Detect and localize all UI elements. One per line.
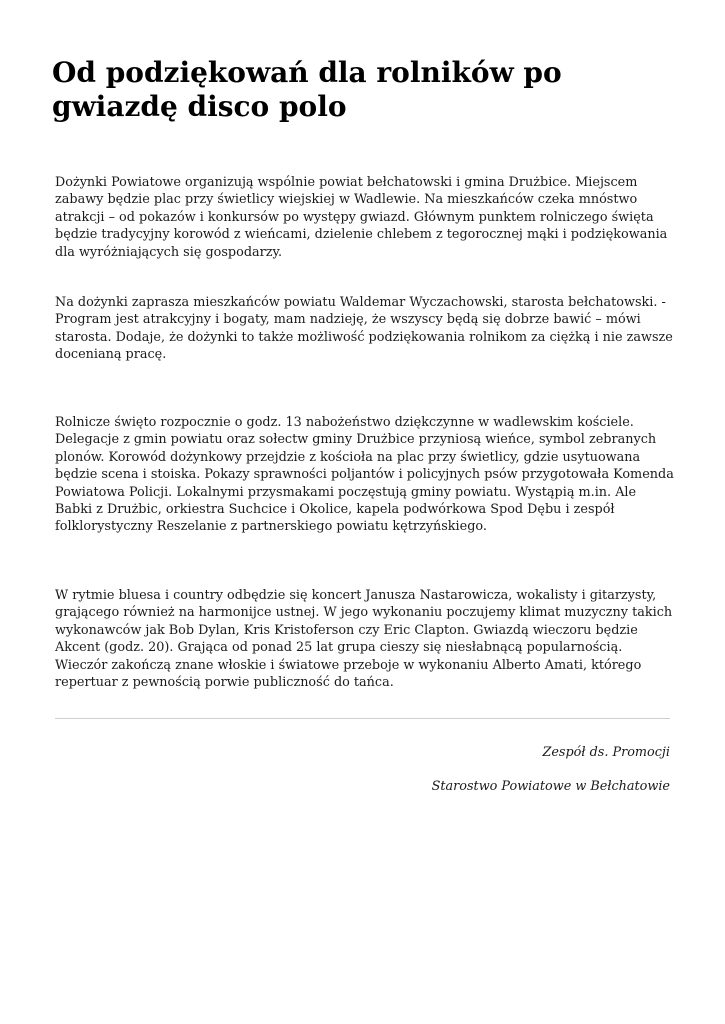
signature-team: Zespół ds. Promocji xyxy=(542,745,670,760)
signature-divider xyxy=(55,718,670,719)
signature-office: Starostwo Powiatowe w Bełchatowie xyxy=(431,779,670,794)
article-paragraph-3: Rolnicze święto rozpocznie o godz. 13 nabożeństwo dziękczynne w wadlewskim kościele. Delegacje z gmin powiatu oraz sołectw gminy Drużbice przyniosą wieńce, symbol zebranych plonów. Korowód dożynkowy przejdzie z kościoła na plac przy świetlicy, gdzie usytuowana będzie scena i stoiska. Pokazy sprawności poljantów i policyjnych psów przygotowała Komenda Powiatowa Policji. Lokalnymi przysmakami poczęstują gminy powiatu. Wystąpią m.in. Ale Babki z Drużbic, orkiestra Suchcice i Okolice, kapela podwórkowa Spod Dębu i zespół folklorystyczny Reszelanie z partnerskiego powiatu kętrzyńskiego. xyxy=(55,415,674,535)
article-paragraph-1: Dożynki Powiatowe organizują wspólnie powiat bełchatowski i gmina Drużbice. Miejscem zabawy będzie plac przy świetlicy wiejskiej w Wadlewie. Na mieszkańców czeka mnóstwo atrakcji – od pokazów i konkursów po występy gwiazd. Głównym punktem rolniczego święta będzie tradycyjny korowód z wieńcami, dzielenie chlebem z tegorocznej mąki i podziękowania dla wyróżniających się gospodarzy. xyxy=(55,175,668,260)
article-title: Od podziękowań dla rolników po gwiazdę disco polo xyxy=(52,56,562,123)
article-paragraph-4: W rytmie bluesa i country odbędzie się koncert Janusza Nastarowicza, wokalisty i gitarzysty, grającego również na harmonijce ustnej. W jego wykonaniu poczujemy klimat muzyczny takich wykonawców jak Bob Dylan, Kris Kristoferson czy Eric Clapton. Gwiazdą wieczoru będzie Akcent (godz. 20). Grająca od ponad 25 lat grupa cieszy się niesłabnącą popularnością. Wieczór zakończą znane włoskie i światowe przeboje w wykonaniu Alberto Amati, którego repertuar z pewnością porwie publiczność do tańca. xyxy=(55,588,673,691)
article-paragraph-2: Na dożynki zaprasza mieszkańców powiatu Waldemar Wyczachowski, starosta bełchatowski. - Program jest atrakcyjny i bogaty, mam nadzieję, że wszyscy będą się dobrze bawić – mówi starosta. Dodaje, że dożynki to także możliwość podziękowania rolnikom za ciężką i nie zawsze docenianą pracę. xyxy=(55,295,673,363)
